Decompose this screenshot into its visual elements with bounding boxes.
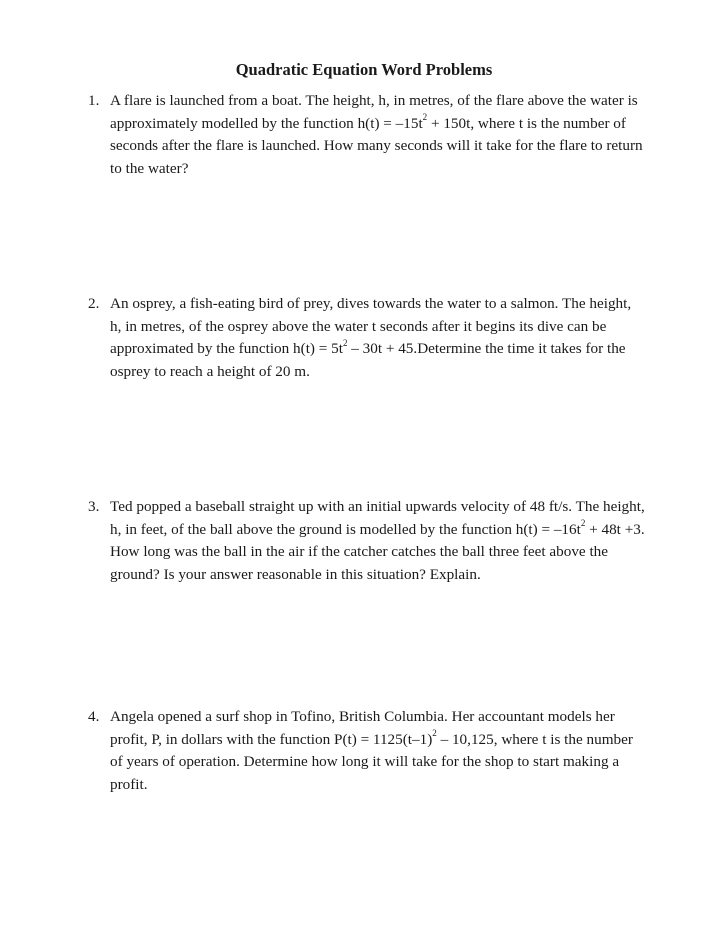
text-segment: h, in feet, of the ball above the ground is modelled by the function h(t) = –16t <box>110 520 581 538</box>
problem-line: ground? Is your answer reasonable in this situation? Explain. <box>110 565 481 583</box>
problem-line: Ted popped a baseball straight up with an initial upwards velocity of 48 ft/s. The height, <box>110 498 645 515</box>
text-segment: profit, P, in dollars with the function P(t) = 1125(t–1) <box>110 730 433 748</box>
problem-text <box>110 496 668 586</box>
problem-line: A flare is launched from a boat. The height, h, in metres, of the flare above the water is <box>110 92 638 109</box>
text-segment: – 30t + 45.Determine the time it takes for the <box>347 340 626 357</box>
problem-text <box>110 293 668 383</box>
text-segment: approximately modelled by the function h(t) = –15t <box>110 114 423 132</box>
problem-line: Angela opened a surf shop in Tofino, British Columbia. Her accountant models her <box>110 708 615 725</box>
problem-line: How long was the ball in the air if the catcher catches the ball three feet above the <box>110 543 609 560</box>
text-segment: – 10,125, where t is the number <box>436 730 633 748</box>
problem-line <box>110 729 668 752</box>
problem-text <box>110 90 668 180</box>
problem-line <box>110 338 668 361</box>
exponent: 2 <box>580 518 586 529</box>
problem-number: 3. <box>88 498 100 515</box>
problem-number: 1. <box>88 92 100 109</box>
problem-text <box>110 706 668 796</box>
problem-3 <box>88 496 668 586</box>
page-title: Quadratic Equation Word Problems <box>235 60 493 79</box>
problem-1 <box>88 90 668 180</box>
exponent: 2 <box>342 337 348 348</box>
problem-number: 2. <box>88 295 100 312</box>
exponent: 2 <box>432 728 437 739</box>
problem-line: of years of operation. Determine how long it will take for the shop to start making a <box>110 753 620 770</box>
problem-4 <box>88 706 668 796</box>
problem-line <box>110 113 668 136</box>
problem-line: h, in metres, of the osprey above the water t seconds after it begins its dive can be <box>110 317 607 335</box>
problem-2 <box>88 293 668 383</box>
text-segment: approximated by the function h(t) = 5t <box>110 340 343 357</box>
text-segment: + 150t, where t is the number of <box>427 114 626 132</box>
problem-number: 4. <box>88 708 100 725</box>
problem-line: seconds after the flare is launched. How many seconds will it take for the flare to return <box>110 137 643 154</box>
problem-line: An osprey, a fish-eating bird of prey, dives towards the water to a salmon. The height, <box>110 295 632 312</box>
exponent: 2 <box>422 112 428 123</box>
problem-line <box>110 519 668 542</box>
problem-line: profit. <box>110 775 148 793</box>
problem-line: osprey to reach a height of 20 m. <box>110 362 310 380</box>
text-segment: + 48t +3. <box>585 520 645 538</box>
problem-line: to the water? <box>110 159 189 177</box>
